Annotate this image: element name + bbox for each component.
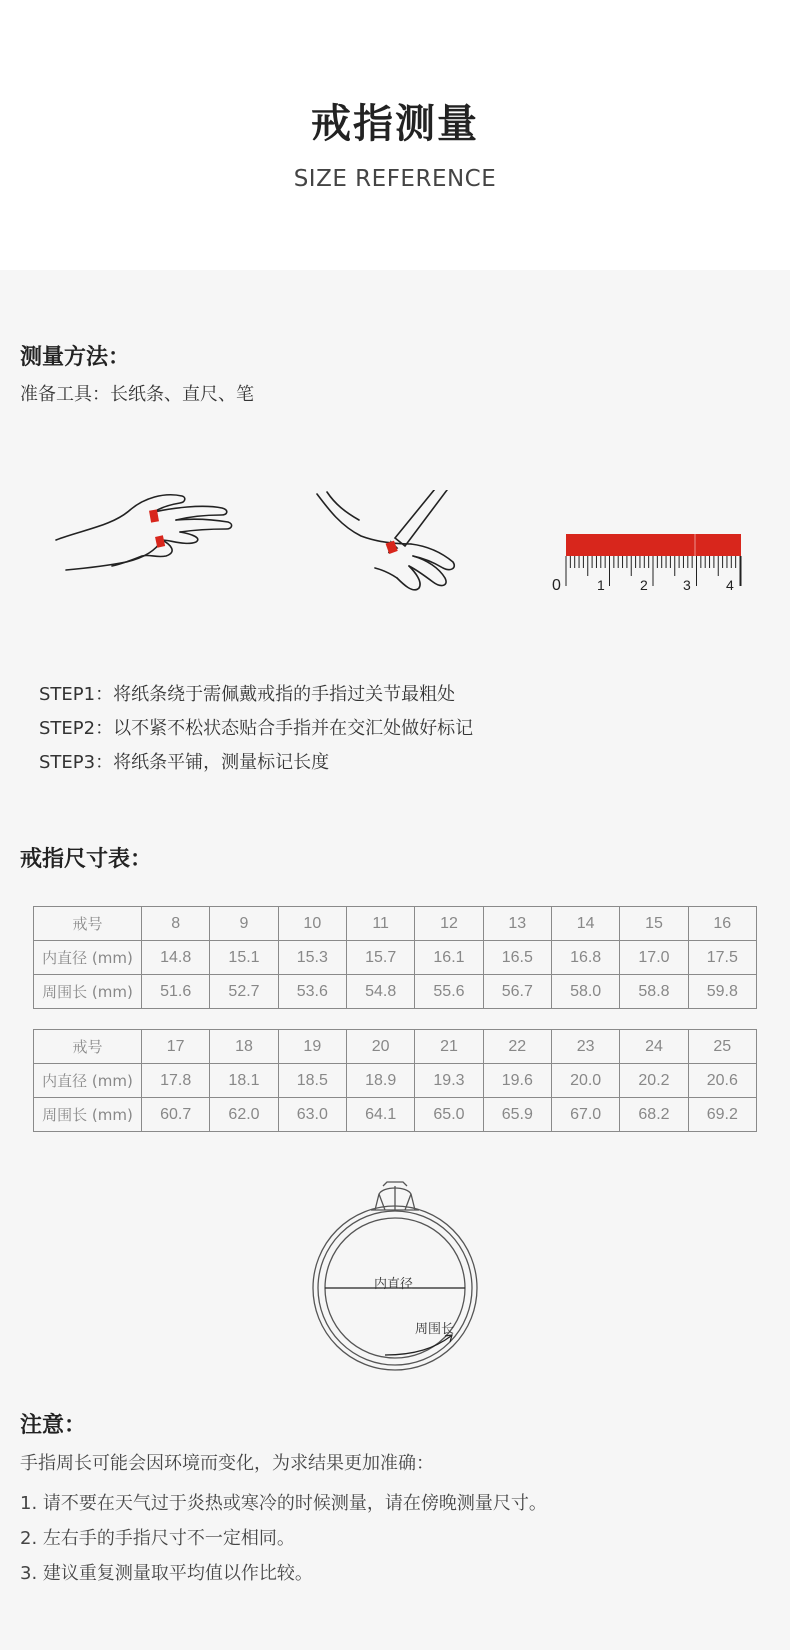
ruler-label-4: 4 bbox=[726, 577, 734, 593]
table-cell: 65.9 bbox=[483, 1098, 551, 1132]
table-cell: 20.0 bbox=[551, 1064, 619, 1098]
table-cell: 13 bbox=[483, 907, 551, 941]
table-cell: 14 bbox=[551, 907, 619, 941]
table-cell: 20 bbox=[346, 1030, 414, 1064]
page-title: 戒指测量 bbox=[311, 101, 479, 147]
size-table-heading: 戒指尺寸表： bbox=[20, 847, 153, 872]
row-header: 戒号 bbox=[34, 1030, 142, 1064]
table-cell: 20.2 bbox=[620, 1064, 688, 1098]
note-item-3: 3. 建议重复测量取平均值以作比较。 bbox=[20, 1563, 313, 1584]
row-header: 内直径 (mm) bbox=[34, 941, 142, 975]
table-cell: 22 bbox=[483, 1030, 551, 1064]
table-cell: 52.7 bbox=[210, 975, 278, 1009]
ring-diameter-label: 内直径 bbox=[374, 1277, 414, 1292]
hand-wrap-illustration bbox=[52, 488, 242, 588]
row-header: 周围长 (mm) bbox=[34, 1098, 142, 1132]
table-cell: 20.6 bbox=[688, 1064, 756, 1098]
table-cell: 51.6 bbox=[142, 975, 210, 1009]
paper-strip bbox=[566, 534, 741, 556]
ruler-label-1: 1 bbox=[597, 577, 605, 593]
table-cell: 10 bbox=[278, 907, 346, 941]
table-cell: 68.2 bbox=[620, 1098, 688, 1132]
step-2: STEP2：以不紧不松状态贴合手指并在交汇处做好标记 bbox=[39, 718, 474, 739]
table-cell: 16 bbox=[688, 907, 756, 941]
table-cell: 12 bbox=[415, 907, 483, 941]
table-row bbox=[34, 1030, 757, 1064]
table-cell: 11 bbox=[346, 907, 414, 941]
table-cell: 16.8 bbox=[551, 941, 619, 975]
table-cell: 55.6 bbox=[415, 975, 483, 1009]
table-cell: 60.7 bbox=[142, 1098, 210, 1132]
method-heading: 测量方法： bbox=[20, 345, 131, 370]
table-cell: 18 bbox=[210, 1030, 278, 1064]
ruler-label-2: 2 bbox=[640, 577, 648, 593]
table-cell: 53.6 bbox=[278, 975, 346, 1009]
notes-intro: 手指周长可能会因环境而变化，为求结果更加准确： bbox=[20, 1453, 434, 1474]
table-cell: 63.0 bbox=[278, 1098, 346, 1132]
row-header: 周围长 (mm) bbox=[34, 975, 142, 1009]
row-header: 内直径 (mm) bbox=[34, 1064, 142, 1098]
table-cell: 19.3 bbox=[415, 1064, 483, 1098]
table-cell: 8 bbox=[142, 907, 210, 941]
page-subtitle: SIZE REFERENCE bbox=[293, 166, 497, 192]
step-3: STEP3：将纸条平铺，测量标记长度 bbox=[39, 752, 330, 773]
table-cell: 69.2 bbox=[688, 1098, 756, 1132]
note-item-2: 2. 左右手的手指尺寸不一定相同。 bbox=[20, 1528, 295, 1549]
table-cell: 17.0 bbox=[620, 941, 688, 975]
size-table-1 bbox=[33, 906, 757, 1009]
table-cell: 15.3 bbox=[278, 941, 346, 975]
notes-heading: 注意： bbox=[20, 1413, 87, 1438]
table-row bbox=[34, 1064, 757, 1098]
table-cell: 15.1 bbox=[210, 941, 278, 975]
table-cell: 59.8 bbox=[688, 975, 756, 1009]
table-cell: 9 bbox=[210, 907, 278, 941]
table-cell: 64.1 bbox=[346, 1098, 414, 1132]
step-1: STEP1：将纸条绕于需佩戴戒指的手指过关节最粗处 bbox=[39, 684, 456, 705]
ruler-label-0: 0 bbox=[552, 577, 561, 594]
hand-pen-illustration bbox=[315, 490, 465, 600]
note-item-1: 1. 请不要在天气过于炎热或寒冷的时候测量，请在傍晚测量尺寸。 bbox=[20, 1493, 547, 1514]
table-cell: 18.1 bbox=[210, 1064, 278, 1098]
table-cell: 67.0 bbox=[551, 1098, 619, 1132]
page-header bbox=[0, 0, 790, 270]
table-cell: 16.5 bbox=[483, 941, 551, 975]
table-cell: 19.6 bbox=[483, 1064, 551, 1098]
tools-text: 准备工具：长纸条、直尺、笔 bbox=[20, 384, 254, 405]
table-cell: 58.0 bbox=[551, 975, 619, 1009]
table-cell: 15 bbox=[620, 907, 688, 941]
table-cell: 18.5 bbox=[278, 1064, 346, 1098]
ring-circumference-label: 周围长 bbox=[415, 1322, 455, 1337]
table-cell: 25 bbox=[688, 1030, 756, 1064]
table-cell: 17.8 bbox=[142, 1064, 210, 1098]
ruler-illustration bbox=[548, 530, 748, 600]
table-cell: 23 bbox=[551, 1030, 619, 1064]
table-cell: 24 bbox=[620, 1030, 688, 1064]
table-cell: 58.8 bbox=[620, 975, 688, 1009]
row-header: 戒号 bbox=[34, 907, 142, 941]
size-table-2 bbox=[33, 1029, 757, 1132]
table-cell: 14.8 bbox=[142, 941, 210, 975]
table-cell: 17.5 bbox=[688, 941, 756, 975]
table-cell: 21 bbox=[415, 1030, 483, 1064]
table-cell: 56.7 bbox=[483, 975, 551, 1009]
table-cell: 16.1 bbox=[415, 941, 483, 975]
table-cell: 18.9 bbox=[346, 1064, 414, 1098]
table-cell: 17 bbox=[142, 1030, 210, 1064]
table-row bbox=[34, 941, 757, 975]
circumference-arrow bbox=[385, 1336, 451, 1355]
table-row bbox=[34, 907, 757, 941]
ruler-label-3: 3 bbox=[683, 577, 691, 593]
table-cell: 62.0 bbox=[210, 1098, 278, 1132]
table-row bbox=[34, 1098, 757, 1132]
table-cell: 65.0 bbox=[415, 1098, 483, 1132]
table-cell: 15.7 bbox=[346, 941, 414, 975]
table-cell: 19 bbox=[278, 1030, 346, 1064]
table-row bbox=[34, 975, 757, 1009]
table-cell: 54.8 bbox=[346, 975, 414, 1009]
